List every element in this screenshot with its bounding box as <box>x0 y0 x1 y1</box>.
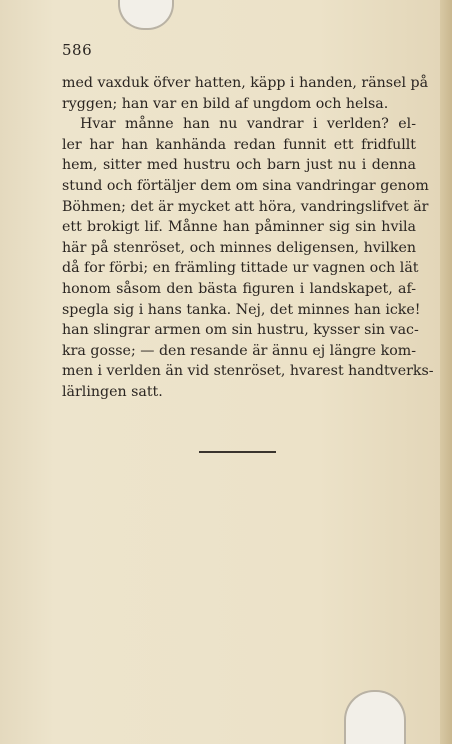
text-line: spegla sig i hans tanka. Nej, det minnes han icke! <box>62 301 421 318</box>
text-line: Böhmen; det är mycket att höra, vandringslifvet är <box>62 198 429 215</box>
text-line: stund och förtäljer dem om sina vandringar genom <box>62 177 429 194</box>
text-line: ett brokigt lif. Månne han påminner sig sin hvila <box>62 219 416 236</box>
section-divider <box>199 451 276 453</box>
page-number: 586 <box>62 41 93 59</box>
scanner-clip-top <box>118 0 174 30</box>
text-line: hem, sitter med hustru och barn just nu i denna <box>62 157 416 174</box>
scanner-clip-bottom <box>344 690 406 744</box>
text-line: lärlingen satt. <box>62 383 163 400</box>
page-gutter <box>440 0 452 744</box>
text-line: honom såsom den bästa figuren i landskapet, af- <box>62 280 416 297</box>
text-line: ryggen; han var en bild af ungdom och helsa. <box>62 95 389 112</box>
text-line: då for förbi; en främling tittade ur vagnen och lät <box>62 260 419 277</box>
text-line: Hvar månne han nu vandrar i verlden? el- <box>80 116 416 133</box>
text-line: kra gosse; — den resande är ännu ej längre kom- <box>62 342 416 359</box>
text-line: han slingrar armen om sin hustru, kysser sin vac- <box>62 322 419 339</box>
body-text <box>62 73 434 403</box>
text-line: men i verlden än vid stenröset, hvarest handtverks- <box>62 363 434 380</box>
text-line: med vaxduk öfver hatten, käpp i handen, ränsel på <box>62 75 429 91</box>
text-line: ler har han kanhända redan funnit ett fridfullt <box>62 136 416 153</box>
text-line: här på stenröset, och minnes deligensen, hvilken <box>62 239 416 256</box>
